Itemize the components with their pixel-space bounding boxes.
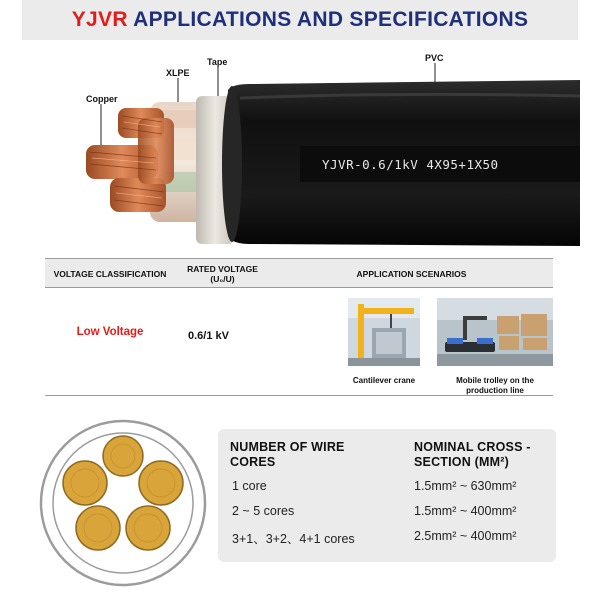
cable-drawing [0, 40, 600, 260]
xlpe-label: XLPE [166, 68, 190, 78]
header-rated-voltage: RATED VOLTAGE (U₀/U) [187, 264, 258, 284]
core-row-1-cores: 1 core [232, 479, 267, 493]
core-row-1-section: 1.5mm² ~ 630mm² [414, 479, 517, 493]
mobile-trolley-caption: Mobile trolley on the production line [456, 376, 534, 395]
cable-printed-marking: YJVR-0.6/1kV 4X95+1X50 [322, 157, 499, 172]
header-application-scenarios: APPLICATION SCENARIOS [356, 269, 467, 279]
rated-voltage-value: 0.6/1 kV [188, 330, 229, 342]
core-row-2-section: 1.5mm² ~ 400mm² [414, 504, 517, 518]
page-title [22, 0, 578, 40]
copper-label: Copper [86, 94, 118, 104]
cable-illustration [0, 40, 600, 260]
mobile-trolley-photo [437, 298, 553, 366]
tape-label: Tape [207, 57, 228, 67]
voltage-classification-value: Low Voltage [76, 326, 144, 338]
pvc-label: PVC [425, 53, 444, 63]
core-row-2-cores: 2 ~ 5 cores [232, 504, 295, 518]
spec-table-header [45, 258, 553, 288]
title-text: APPLICATIONS AND SPECIFICATIONS [127, 8, 529, 31]
cantilever-crane-caption: Cantilever crane [352, 376, 416, 385]
header-nominal-section: NOMINAL CROSS -SECTION (MM²) [414, 440, 531, 469]
core-row-3-section: 2.5mm² ~ 400mm² [414, 529, 517, 543]
title-brand: YJVR [71, 8, 128, 31]
cantilever-crane-photo [348, 298, 420, 366]
core-specification-panel [218, 429, 556, 562]
header-voltage-classification: VOLTAGE CLASSIFICATION [53, 269, 167, 279]
header-number-of-cores: NUMBER OF WIRE CORES [230, 440, 345, 469]
spec-table-row [45, 288, 553, 396]
copper-strands [86, 108, 174, 212]
sheath-cut-edge [222, 86, 242, 242]
cable-cross-section-drawing [38, 418, 208, 588]
core-row-3-cores: 3+1、3+2、4+1 cores [232, 532, 355, 546]
